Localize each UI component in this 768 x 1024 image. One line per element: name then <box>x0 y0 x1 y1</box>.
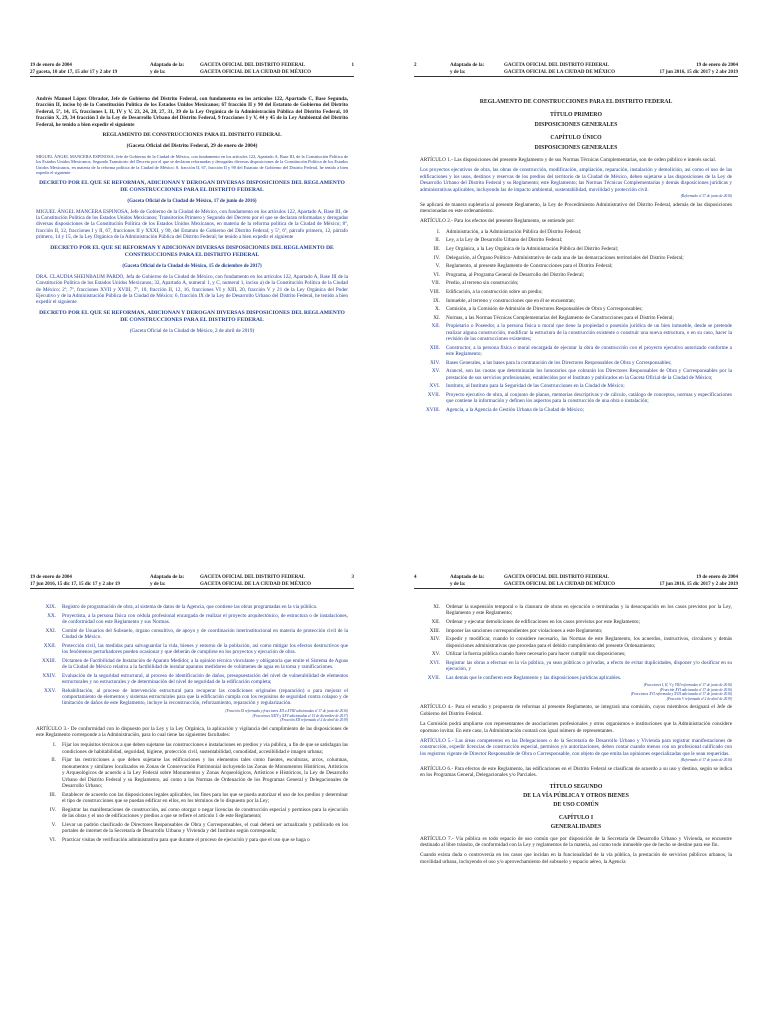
list-item-text: Las demás que le confieren este Reglamento y las disposiciones jurídicas aplicables. <box>446 674 622 681</box>
amendment-note: (Fracción V reformada el 2 de abril de 2019) <box>666 696 732 701</box>
list-item <box>36 837 348 843</box>
list-item <box>420 619 732 625</box>
gazette-reference: (Gaceta Oficial de la Ciudad de México, 15 de diciembre de 2017) <box>122 263 262 269</box>
header-rule <box>30 76 354 77</box>
list-item <box>36 673 348 686</box>
list-item <box>36 807 348 820</box>
header-gazette: GACETA OFICIAL DEL DISTRITO FEDERAL <box>200 63 306 68</box>
header-dates-sub: 17 jun 2016, 15 dic 2017 y 2 abr 2019 <box>659 582 738 587</box>
list-item-text: Reglamento, al presente Reglamento de Construcciones para el Distrito Federal; <box>446 263 613 270</box>
list-item <box>36 628 348 641</box>
decree-title: DECRETO POR EL QUE SE REFORMAN Y ADICIONAN DIVERSAS DISPOSICIONES DEL REGLAMENTO DE CONSTRUCCIONES PARA EL DISTRITO FEDERAL <box>50 244 334 258</box>
list-item <box>420 407 732 413</box>
decree-preamble: MIGUEL ÁNGEL MANCERA ESPINOSA, Jefe de Gobierno de la Ciudad de México, con fundamento en los artículos 122, Apartado A, Base III, de la Constitución Política de los Estados Unidos Mexicanos; Transitorios Primero y Segundo del Decreto por el que se declaran reformadas y derogadas diversas disposiciones de la Constitución Política de los Estados Unidos Mexicanos, en materia de la reforma política de la Ciudad de México; 8º, fracción II, 12, fracciones I y II, 67, fracciones II y XXXI, y 90, del Estatuto de Gobierno del Distrito Federal; y 5º, 6º, párrafo primero, 12, párrafo primero, 14 y 15, de la Ley Orgánica de la Administración Pública del Distrito Federal; he tenido a bien expedir el siguiente <box>36 208 348 241</box>
header-date: 19 de enero de 2004 <box>696 575 738 580</box>
article-6: ARTÍCULO 6.- Para efectos de este Reglamento, las edificaciones en el Distrito Federal se clasifican de acuerdo a su uso y destino, según se indica en los Programas General, Delegacionales y/o Parciales. <box>420 765 732 779</box>
page-number: 1 <box>351 63 354 68</box>
list-item <box>420 651 732 657</box>
list-item <box>420 360 732 366</box>
list-item-number: XX. <box>47 612 56 619</box>
header-adapted-sub: y de la: <box>150 582 166 587</box>
gazette-reference: (Gaceta Oficial de la Ciudad de México, 2 de abril de 2019) <box>129 327 255 334</box>
decree-preamble: MIGUEL ÁNGEL MANCERA ESPINOSA, Jefe de Gobierno de la Ciudad de México, con fundamento en los artículos 122, Apartado A, Base III, de la Constitución Política de los Estados Unidos Mexicanos; Segundo Transitorio del Decreto por el que se declaran reformadas y derogadas diversas disposiciones de la Constitución Política de los Estados Unidos Mexicanos, en materia de la reforma política de la Ciudad de México; 8, fracción II, 67, fracción II y 90 del Estatuto de Gobierno del Distrito Federal, he tenido a bien expedir el siguiente <box>36 154 348 176</box>
list-item <box>36 822 348 835</box>
chapter-subheading: DISPOSICIONES GENERALES <box>534 145 618 151</box>
list-item <box>420 272 732 278</box>
list-item-number: XVII. <box>427 674 440 681</box>
list-item <box>420 383 732 389</box>
list-item <box>420 263 732 269</box>
header-adapted-sub: y de la: <box>450 70 466 75</box>
regulation-title: REGLAMENTO DE CONSTRUCCIONES PARA EL DISTRITO FEDERAL <box>479 99 673 105</box>
header-dates-sub: 17 jun 2016, 15 dic 2017 y 2 abr 2019 <box>659 70 738 75</box>
list-item-number: IV. <box>49 806 56 813</box>
list-item-text: Expedir y modificar, cuando lo considere necesario, las Normas de este Reglamento, los acuerdos, instructivos, circulares y demás disposiciones administrativas que procedan para el debido cumplimiento del presente Ordenamiento; <box>446 636 732 649</box>
list-item-text: Comité de Usuarios del Subsuelo, órgano consultivo, de apoyo y de coordinación interinstitucional en materia de protección civil de la Ciudad de México. <box>62 627 348 640</box>
list-item <box>420 368 732 381</box>
header-adapted: Adaptado de la: <box>150 63 185 68</box>
list-item-text: Registrar las manifestaciones de construcción, así como otorgar o negar licencias de construcción especial y permisos para la ejecución de las obras y el uso de edificaciones y predios a que se refiere el artículo 1 de este Reglamento; <box>62 806 348 819</box>
list-item-text: Ley Orgánica, a la Ley Orgánica de la Administración Pública del Distrito Federal; <box>446 245 619 252</box>
list-item-text: Ordenar y ejecutar demoliciones de edificaciones en los casos previstos por este Reglamento; <box>446 619 640 625</box>
article-2: ARTÍCULO 2.- Para los efectos del presente Reglamento, se entiende por: <box>420 218 575 225</box>
list-item-number: XXI. <box>45 627 56 634</box>
list-item-text: Bases Generales, a las bases para la contratación de los Directores Responsables de Obra y Corresponsables; <box>446 359 672 366</box>
list-item-text: Fijar las restricciones a que deben sujetarse las edificaciones y los elementos tales como fuentes, esculturas, arcos, columnas, monumentos y similares localizados en Zonas de Conservación Patrimonial incluyendo las Zonas de Monumentos Históricos, Artísticos y Arqueológicos de acuerdo a la Ley Federal sobre Monumentos y Zonas Arqueológicos, Artísticos e Históricos, la Ley de Desarrollo Urbano del Distrito Federal y su Reglamento, así como a las Normas de Ordenación de los Programas General y Delegacionales de Desarrollo Urbano; <box>62 757 348 789</box>
amendment-note: (Fracciones I, II, V y VIII reformadas el 17 de junio de 2016) <box>643 683 732 688</box>
page-header <box>30 574 354 592</box>
list-item <box>420 306 732 312</box>
article-7: ARTÍCULO 7.- Vía pública es todo espacio de uso común que por disposición de la Secretaría de Desarrollo Urbano y Vivienda, se encuentre destinado al libre tránsito, de conformidad con la Ley y reglamentos de la materia, así como todo inmueble que de hecho se destine para ese fin. <box>420 835 732 848</box>
list-item-number: V. <box>435 263 440 270</box>
list-item <box>36 643 348 656</box>
list-item-number: XVII. <box>427 391 440 398</box>
list-item-number: II. <box>51 757 56 764</box>
list-item-text: Proyectista, a la persona física con cédula profesional encargada de realizar el proyecto arquitectónico, de estructura o de instalaciones, de conformidad con este Reglamento y sus Normas. <box>62 612 348 625</box>
list-item-number: VI. <box>49 836 56 843</box>
list-item <box>420 675 732 681</box>
page-header <box>414 62 738 80</box>
list-item <box>420 636 732 649</box>
list-item-text: Registro de programación de obra, al sistema de datos de la Agencia, que contiene las obras programadas en la vía pública. <box>62 604 318 610</box>
header-gazette: GACETA OFICIAL DEL DISTRITO FEDERAL <box>504 575 610 580</box>
list-item-number: XIV. <box>430 359 440 366</box>
amendment-note: (Reformado el 17 de junio de 2016) <box>680 194 732 199</box>
article-1: ARTÍCULO 1.- Las disposiciones del presente Reglamento y de sus Normas Técnicas Complementarias, son de orden público e interés social. <box>420 157 717 163</box>
list-item-text: Administración, a la Administración Pública del Distrito Federal; <box>446 228 582 235</box>
list-item-number: XII. <box>431 619 440 625</box>
article-1-paragraph: Se aplicará de manera supletoria al presente Reglamento, la Ley de Procedimiento Administrativo del Distrito Federal, además de las disposiciones mencionadas en este ordenamiento. <box>420 201 732 214</box>
list-item <box>420 323 732 342</box>
list-item-number: XIII. <box>429 344 440 351</box>
list-item-number: XVI. <box>429 659 440 666</box>
header-gazette-sub: GACETA OFICIAL DE LA CIUDAD DE MÉXICO <box>200 70 312 75</box>
header-rule <box>30 588 354 589</box>
list-item-text: Ordenar la suspensión temporal o la clausura de obras en ejecución o terminadas y la desocupación en los casos previstos por la Ley, Reglamento y este Reglamento; <box>446 604 732 617</box>
list-item-number: VII. <box>431 280 440 287</box>
list-item-text: Dictamen de Factibilidad de Instalación de Aparato Medidor, a la opinión técnica vinculante y obligatoria que emite el Sistema de Aguas de la Ciudad de México relativa a la factibilidad de instalar aparatos medidores de volúmenes de agua en la toma y ramificaciones. <box>62 657 348 670</box>
list-item-text: Edificación, a la construcción sobre un predio; <box>446 288 543 295</box>
title-subheading: DE USO COMÚN <box>553 801 599 808</box>
list-item-number: VIII. <box>429 288 440 295</box>
amendment-note: (Fracciones XVI reformada y XVII adicionada el 17 de junio de 2016) <box>630 692 732 697</box>
list-item-number: XI. <box>433 314 440 321</box>
list-item-number: VI. <box>433 271 440 278</box>
title-heading: TÍTULO PRIMERO <box>549 112 603 118</box>
list-item <box>36 613 348 626</box>
header-adapted: Adaptado de la: <box>450 575 485 580</box>
list-item <box>420 280 732 286</box>
list-item-number: XVIII. <box>426 406 440 413</box>
list-item-number: XIII. <box>429 627 440 634</box>
list-item <box>420 298 732 304</box>
article-3: ARTÍCULO 3.- De conformidad con lo dispuesto por la Ley y la Ley Orgánica, la aplicación y vigilancia del cumplimiento de las disposiciones de este Reglamento corresponde a la Administración, para lo cual tiene las siguientes facultades: <box>36 725 348 738</box>
list-item-text: Normas, a las Normas Técnicas Complementarias del Reglamento de Construcciones para el Distrito Federal; <box>446 314 674 321</box>
list-item-number: XII. <box>431 323 440 330</box>
list-item <box>36 742 348 755</box>
list-item-number: XIV. <box>430 636 440 643</box>
gazette-reference: (Gaceta Oficial del Distrito Federal, 29 de enero de 2004) <box>126 143 258 150</box>
list-item-number: II. <box>435 237 440 244</box>
page-header <box>30 62 354 80</box>
header-date: 19 de enero de 2004 <box>30 63 72 68</box>
list-item-text: Rehabilitación, al proceso de intervención estructural para recuperar las condiciones originales (reparación) o para mejorar el comportamiento de elementos y sistemas estructurales para que la edificación cumpla con los requisitos de seguridad contra colapso y de limitación de daños de este Reglamento, incluye la reconstrucción, reforzamiento, reparación y regularización. <box>62 687 348 707</box>
title-subheading: DE LA VÍA PÚBLICA Y OTROS BIENES <box>523 792 629 799</box>
regulation-title: REGLAMENTO DE CONSTRUCCIONES PARA EL DISTRITO FEDERAL <box>102 132 282 139</box>
page-body <box>420 604 732 1020</box>
header-rule <box>414 76 738 77</box>
decree-title: DECRETO POR EL QUE SE REFORMAN, ADICIONAN Y DEROGAN DIVERSAS DISPOSICIONES DEL REGLAMENTO DE CONSTRUCCIONES PARA EL DISTRITO FEDERAL <box>39 179 345 193</box>
amendment-note: (Fracción XII reformada el 2 de abril de 2019) <box>280 718 348 722</box>
document-page-4 <box>384 512 768 1024</box>
page-body <box>36 96 348 508</box>
page-body <box>36 604 348 1020</box>
list-item <box>420 237 732 243</box>
gazette-reference: (Gaceta Oficial de la Ciudad de México, 17 de junio de 2016) <box>127 198 257 204</box>
list-item-text: Comisión, a la Comisión de Admisión de Directores Responsables de Obra y Corresponsables; <box>446 306 643 313</box>
list-item-text: Llevar un padrón clasificado de Directores Responsables de Obra y Corresponsables, el cual deberá ser actualizado y publicado en los portales de internet de la Secretaría de Desarrollo Urbano y Vivienda y del Instituto según corresponda; <box>62 821 348 834</box>
header-adapted: Adaptado de la: <box>150 575 185 580</box>
list-item-text: Arancel, son las cuotas que determinarán los honorarios que cobrarán los Directores Responsables de Obra y Corresponsables por la prestación de sus servicios profesionales, establecidos por el Instituto y publicados en la Gaceta Oficial de la Ciudad de México; <box>446 368 732 381</box>
header-rule <box>414 588 738 589</box>
list-item <box>36 604 348 610</box>
list-item <box>420 255 732 261</box>
list-item-text: Practicar visitas de verificación administrativa para que durante el proceso de ejecución y para que el uso que se haga o <box>62 836 310 843</box>
list-item-number: XV. <box>431 651 440 658</box>
list-item-number: XXV. <box>44 687 56 694</box>
chapter-heading: CAPÍTULO I <box>558 814 594 821</box>
header-date: 19 de enero de 2004 <box>30 575 72 580</box>
list-item <box>420 660 732 673</box>
list-item-number: X. <box>434 306 440 313</box>
list-item-number: IX. <box>433 297 440 304</box>
list-item <box>420 315 732 321</box>
page-number: 2 <box>414 63 417 68</box>
list-item <box>36 688 348 707</box>
list-item <box>420 392 732 405</box>
chapter-subheading: GENERALIDADES <box>550 823 602 830</box>
definitions-list <box>420 229 732 414</box>
document-page-2 <box>384 0 768 512</box>
header-gazette-sub: GACETA OFICIAL DE LA CIUDAD DE MÉXICO <box>200 582 312 587</box>
amendment-note: (Reformado el 17 de junio de 2016) <box>680 758 732 763</box>
header-gazette-sub: GACETA OFICIAL DE LA CIUDAD DE MÉXICO <box>504 582 616 587</box>
article-5: ARTÍCULO 5.- Las áreas competentes en las Delegaciones o de la Secretaría de Desarrollo Urbano y Vivienda para registrar manifestaciones de construcción, expedir licencias de construcción especial, permisos y/o autorizaciones, deben contar cuando menos con un profesional calificado con los registros vigente de Director Responsable de Obra o Corresponsable, con objeto de que emita las opiniones especializadas que le sean requeridas. <box>420 738 732 757</box>
list-item <box>420 628 732 634</box>
list-item <box>420 604 732 617</box>
faculties-list <box>420 604 732 681</box>
page-number: 4 <box>414 575 417 580</box>
list-item <box>420 229 732 235</box>
list-item-text: Ley, a la Ley de Desarrollo Urbano del Distrito Federal; <box>446 237 563 244</box>
amendment-note: (Fracción XI reformada y fracciones XII a XVIII adicionadas el 17 de junio de 2016) <box>225 709 348 713</box>
list-item-text: Delegación, al Órgano Político- Administrativo de cada una de las demarcaciones territoriales del Distrito Federal; <box>446 254 684 261</box>
list-item-text: Predio, al terreno sin construcción; <box>446 280 519 287</box>
page-number: 3 <box>351 575 354 580</box>
header-gazette-sub: GACETA OFICIAL DE LA CIUDAD DE MÉXICO <box>504 70 616 75</box>
list-item <box>420 246 732 252</box>
article-7-paragraph: Cuando exista duda o controversia en los casos que incidan en la funcionalidad de la vía pública, la prestación de servicios públicos urbanos, la movilidad urbana, incluyendo el uso y/o aprovechamiento del subsuelo y espacio aéreo, la Agencia <box>420 852 732 865</box>
list-item-text: Establecer de acuerdo con las disposiciones legales aplicables, los fines para los que se pueda autorizar el uso de los predios y determinar el tipo de construcciones que se puedan edificar en ellos, en los términos de lo dispuesto por la Ley; <box>62 791 348 804</box>
list-item-number: IV. <box>433 254 440 261</box>
list-item <box>36 757 348 789</box>
header-adapted-sub: y de la: <box>450 582 466 587</box>
list-item-number: XVI. <box>429 383 440 390</box>
decree-title: DECRETO POR EL QUE SE REFORMAN, ADICIONAN Y DEROGAN DIVERSAS DISPOSICIONES DEL REGLAMENTO DE CONSTRUCCIONES PARA EL DISTRITO FEDERAL <box>39 309 345 323</box>
list-item-text: Imponer las sanciones correspondientes por violaciones a este Reglamento; <box>446 627 603 634</box>
article-4-paragraph: La Comisión podrá ampliarse con representantes de asociaciones profesionales y otros organismos e instituciones que la Administración considere oportuno invitar. En este caso, la Administración contará con igual número de representantes. <box>420 721 732 734</box>
document-page-1 <box>0 0 384 512</box>
list-item <box>420 289 732 295</box>
decree-preamble: DRA. CLAUDIA SHEINBAUM PARDO, Jefa de Gobierno de la Ciudad de México, con fundamento en los artículos 122, Apartado A, Base III de la Constitución Política de los Estados Unidos Mexicanos; 32, Apartado A, numeral 1, y C, numeral 1, inciso a) de la Constitución Política de la Ciudad de México; 2º, 7º, fracciones XVII y XVIII, 7º, 10, fracción II, 12, 16, fracciones VI y XIII, 20, fracción V y 21 de la Ley Orgánica del Poder Ejecutivo y de la Administración Pública de la Ciudad de México; 6, fracción IX de la Ley de Desarrollo Urbano del Distrito Federal, he tenido a bien expedir el siguiente <box>36 273 348 306</box>
header-dates-sub: 17 jun 2016, 15 dic 17, 15 dic 17 y 2 abr 19 <box>30 582 120 587</box>
list-item-text: Agencia, a la Agencia de Gestión Urbana de la Ciudad de México; <box>446 406 584 413</box>
list-item-text: Fijar los requisitos técnicos a que deben sujetarse las construcciones e instalaciones en predios y vía pública, a fin de que se satisfagan las condiciones de habitabilidad, seguridad, higiene, protección civil, sustentabilidad, comodidad, accesibilidad e imagen urbana; <box>62 742 348 755</box>
list-item-text: Inmueble, al terreno y construcciones que en él se encuentran; <box>446 297 576 304</box>
definitions-list <box>36 604 348 707</box>
list-item-text: Constructor, a la persona física o moral encargada de ejecutar la obra de construcción con el proyecto ejecutivo autorizado conforme a este Reglamento; <box>446 344 732 358</box>
header-adapted-sub: y de la: <box>150 70 166 75</box>
list-item-text: Utilizar la fuerza pública cuando fuere necesario para hacer cumplir sus disposiciones; <box>446 651 626 658</box>
intro-paragraph: Andrés Manuel López Obrador, Jefe de Gobierno del Distrito Federal, con fundamento en los artículos 122, Apartado C, Base Segunda, fracción II, inciso b) de la Constitución Política de los Estados Unidos Mexicanos; 67 fracción II y 90 del Estatuto de Gobierno del Distrito Federal, 5º, 14, 15, fracciones I, II, IV y V, 23, 24, 28, 27, 31, 39 de la Ley Orgánica de la Administración Pública del Distrito Federal, 10 fracción X, 29, 34 fracción I de la Ley de Desarrollo Urbano del Distrito Federal, 9 fracciones I y V, 44 y 45 de la Ley Ambiental del Distrito Federal, he tenido a bien expedir el siguiente <box>36 96 348 128</box>
list-item-number: XI. <box>433 604 440 610</box>
list-item-text: Programa, al Programa General de Desarrollo del Distrito Federal; <box>446 271 585 278</box>
list-item-text: Instituto, al Instituto para la Seguridad de las Construcciones en la Ciudad de México; <box>446 383 625 390</box>
list-item-text: Protección civil, las medidas para salvaguardar la vida, bienes y entorno de la población, así como mitigar los efectos destructivos que los fenómenos perturbadores pueden ocasionar y que deberán de cumplirse en los proyectos y ejecución de obra. <box>62 642 348 655</box>
document-page-3 <box>0 512 384 1024</box>
list-item-number: I. <box>436 228 440 235</box>
list-item-number: XXIV. <box>42 672 56 679</box>
header-dates-sub: 27 gaceta, 10 abr 17, 15 abr 17 y 2 abr 19 <box>30 70 118 75</box>
list-item <box>36 658 348 671</box>
list-item-number: III. <box>433 245 440 252</box>
list-item-number: XV. <box>431 368 440 375</box>
list-item-number: I. <box>52 742 56 749</box>
page-body <box>420 98 732 508</box>
faculties-list <box>36 742 348 843</box>
list-item <box>420 345 732 358</box>
list-item <box>36 792 348 805</box>
list-item-number: XIX. <box>45 604 56 610</box>
header-gazette: GACETA OFICIAL DEL DISTRITO FEDERAL <box>504 63 610 68</box>
chapter-heading: CAPÍTULO ÚNICO <box>550 135 602 141</box>
page-header <box>414 574 738 592</box>
article-1-paragraph: Los proyectos ejecutivos de obra, las obras de construcción, modificación, ampliación, reparación, instalación y demolición, así como el uso de las edificaciones y los usos, destinos y reservas de los predios del territorio de la Ciudad de México, deben sujetarse a las disposiciones de la Ley de Desarrollo Urbano del Distrito Federal y su Reglamento; este Reglamento; las Normas Técnicas Complementarias y demás disposiciones jurídicas y administrativas aplicables, incluyendo las de impacto ambiental, sustentabilidad, movilidad y protección civil. <box>420 167 732 193</box>
header-gazette: GACETA OFICIAL DEL DISTRITO FEDERAL <box>200 575 306 580</box>
title-heading: TÍTULO SEGUNDO <box>549 783 603 790</box>
list-item-text: Evaluación de la seguridad estructural, al proceso de identificación de daños, presupuestación del nivel de vulnerabilidad de elementos estructurales y no estructurales y de determinación del nivel de seguridad de la edificación completa; <box>62 672 348 685</box>
list-item-text: Registrar las obras a efectuar en la vía pública, ya sean públicas o privadas, a efecto de evitar duplicidades, disponer y/o dosificar en su ejecución, y <box>446 659 732 673</box>
list-item-text: Propietario o Poseedor, a la persona física o moral que tiene la propiedad o posesión jurídica de un bien inmueble, desde se pretende realizar alguna construcción, modificar la estructura de la construcción existente o construir una nueva estructura, o en su caso, hacer la revisión de las construcciones existentes; <box>446 323 732 343</box>
list-item-number: XXIII. <box>42 657 56 664</box>
amendment-note: (Fracciones XXIV y XXV adicionadas el 15 de diciembre de 2017) <box>252 713 348 718</box>
list-item-text: Proyecto ejecutivo de obra, al conjunto de planos, memorias descriptivas y de cálculo, catálogo de conceptos, normas y especificaciones que contiene la información y definen los aspectos para la construcción de una obra o instalación; <box>446 391 732 405</box>
list-item-number: III. <box>49 791 56 798</box>
amendment-note: (Fracción XVI adicionada el 17 de junio de 2016) <box>659 687 732 692</box>
list-item-number: XXII. <box>43 642 56 649</box>
article-4: ARTÍCULO 4.- Para el estudio y propuesta de reformas al presente Reglamento, se integrará una comisión, cuyos miembros designará el Jefe de Gobierno del Distrito Federal. <box>420 704 732 717</box>
list-item-number: V. <box>51 821 56 828</box>
header-adapted: Adaptado de la: <box>450 63 485 68</box>
header-date: 19 de enero de 2004 <box>696 63 738 68</box>
title-subheading: DISPOSICIONES GENERALES <box>534 122 618 128</box>
